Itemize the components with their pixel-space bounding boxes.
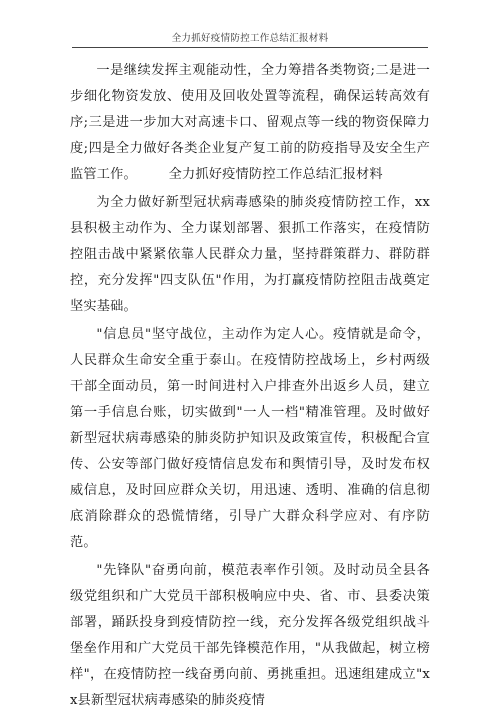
document-body	[70, 58, 430, 716]
page-header-title: 全力抓好疫情防控工作总结汇报材料	[171, 33, 329, 44]
paragraph-1-text: 一是继续发挥主观能动性，全力筹措各类物资;二是进一步细化物资发放、使用及回收处置等流程，确保运转高效有序;三是进一步加大对高速卡口、留观点等一线的物资保障力度;四是全力做好各类企业复产复工前的防疫指导及安全生产监管工作。	[70, 63, 430, 182]
paragraph-1	[70, 58, 430, 188]
paragraph-3-text: "信息员"坚守战位，主动作为定人心。疫情就是命令，人民群众生命安全重于泰山。在疫情防控战场上，乡村两级干部全面动员，第一时间进村入户排查外出返乡人员，建立第一手信息台账，切实做到"一人一档"精准管理。及时做好新型冠状病毒感染的肺炎防护知识及政策宣传，积极配合宣传、公安等部门做好疫情信息发布和舆情引导，及时发布权威信息，及时回应群众关切，用迅速、透明、准确的信息彻底消除群众的恐慌情绪，引导广大群众科学应对、有序防范。	[70, 327, 430, 550]
paragraph-4-text: "先锋队"奋勇向前，模范表率作引领。及时动员全县各级党组织和广大党员干部积极响应中央、省、市、县委决策部署，踊跃投身到疫情防控一线，充分发挥各级党组织战斗堡垒作用和广大党员干部先锋模范作用，"从我做起，树立榜样"，在疫情防控一线奋勇向前、勇挑重担。迅速组建成立"xx县新型冠状病毒感染的肺炎疫情	[70, 563, 430, 708]
header-divider	[72, 47, 428, 48]
paragraph-3	[70, 322, 430, 556]
paragraph-2	[70, 190, 430, 320]
paragraph-4	[70, 558, 430, 714]
paragraph-1-inline-title: 全力抓好疫情防控工作总结汇报材料	[168, 167, 383, 182]
paragraph-2-text: 为全力做好新型冠状病毒感染的肺炎疫情防控工作，xx县积极主动作为、全力谋划部署、狠抓工作落实，在疫情防控阻击战中紧紧依靠人民群众力量，坚持群策群力、群防群控，充分发挥"四支队伍"作用，为打赢疫情防控阻击战奠定坚实基础。	[70, 195, 430, 314]
